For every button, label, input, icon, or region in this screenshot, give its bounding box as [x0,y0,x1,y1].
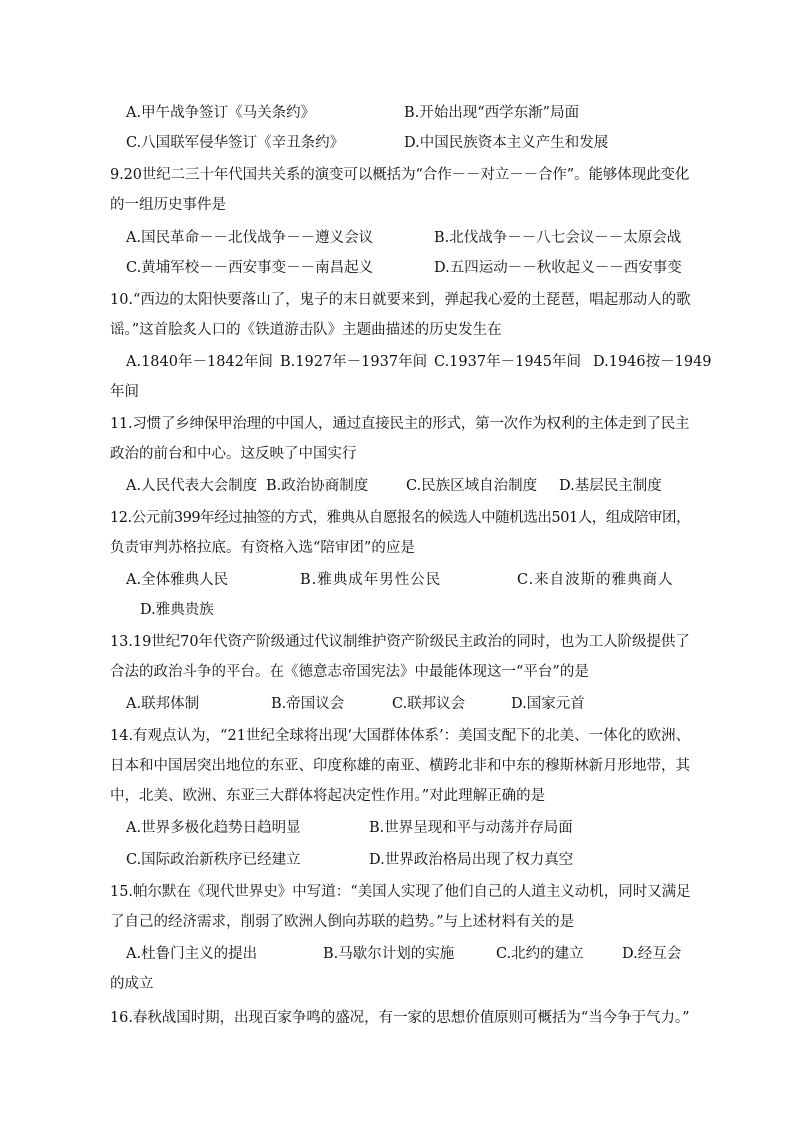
q14-option-b: B.世界呈现和平与动荡并存局面 [369,820,573,836]
q11-option-a: A.人民代表大会制度 [126,478,258,494]
q11-stem-line-1: 11.习惯了乡绅保甲治理的中国人，通过直接民主的形式，第一次作为权利的主体走到了民主 [110,416,690,432]
q15-option-d: D.经互会 [622,946,682,962]
q9-option-d: D.五四运动－－秋收起义－－西安事变 [434,260,682,276]
q14-option-d: D.世界政治格局出现了权力真空 [369,852,574,868]
q14-stem-line-2: 日本和中国居突出地位的东亚、印度称雄的南亚、横跨北非和中东的穆斯林新月形地带，其 [110,758,690,774]
q14-option-a: A.世界多极化趋势日趋明显 [126,820,301,836]
q13-stem-line-2: 合法的政治斗争的平台。在《德意志帝国宪法》中最能体现这一“平台”的是 [110,664,589,680]
q13-stem-line-1: 13.19世纪70年代资产阶级通过代议制维护资产阶级民主政治的同时，也为工人阶级提供了 [110,634,690,650]
q13-option-b: B.帝国议会 [271,696,345,712]
q15-option-d-continued: 的成立 [110,976,154,992]
q13-option-c: C.联邦议会 [392,696,466,712]
q8-option-c: C.八国联军侵华签订《辛丑条约》 [126,135,345,151]
q13-option-a: A.联邦体制 [126,696,200,712]
q14-stem-line-3: 中，北美、欧洲、东亚三大群体将起决定性作用。”对此理解正确的是 [110,788,546,804]
q11-option-c: C.民族区域自治制度 [406,478,538,494]
q10-option-d-continued: 年间 [110,384,139,400]
q9-stem-line-1: 9.20世纪二三十年代国共关系的演变可以概括为“合作－－对立－－合作”。能够体现此变化 [110,167,690,183]
q12-option-a: A.全体雅典人民 [126,572,229,588]
q10-option-d: D.1946按－1949 [593,354,712,370]
q10-option-b: B.1927年－1937年间 [280,354,428,370]
q14-stem-line-1: 14.有观点认为，“21世纪全球将出现‘大国群体体系’：美国支配下的北美、一体化的欧洲、 [110,728,691,744]
q9-stem-line-2: 的一组历史事件是 [110,197,226,213]
q12-option-b: B.雅典成年男性公民 [300,572,442,588]
q13-option-d: D.国家元首 [511,696,585,712]
q10-option-c: C.1937年－1945年间 [434,354,581,370]
q16-stem-line-1: 16.春秋战国时期，出现百家争鸣的盛况，有一家的思想价值原则可概括为“当今争于气力。” [110,1010,690,1026]
q15-option-b: B.马歇尔计划的实施 [323,946,455,962]
q9-option-a: A.国民革命－－北伐战争－－遵义会议 [126,230,374,246]
q12-stem-line-1: 12.公元前399年经过抽签的方式，雅典从自愿报名的候选人中随机选出501人，组成陪审团， [110,510,691,526]
q8-option-b: B.开始出现“西学东渐”局面 [404,105,580,121]
q8-option-d: D.中国民族资本主义产生和发展 [404,135,609,151]
q15-option-a: A.杜鲁门主义的提出 [126,946,258,962]
q11-option-d: D.基层民主制度 [559,478,662,494]
q15-option-c: C.北约的建立 [496,946,584,962]
q12-option-c: C.来自波斯的雅典商人 [517,572,674,588]
q8-option-a: A.甲午战争签订《马关条约》 [126,105,316,121]
q9-option-b: B.北伐战争－－八七会议－－太原会战 [434,230,682,246]
q15-stem-line-1: 15.帕尔默在《现代世界史》中写道：“美国人实现了他们自己的人道主义动机，同时又满足 [110,884,691,900]
q11-option-b: B.政治协商制度 [266,478,369,494]
q11-stem-line-2: 政治的前台和中心。这反映了中国实行 [110,446,357,462]
q12-option-d: D.雅典贵族 [140,602,214,618]
q15-stem-line-2: 了自己的经济需求，削弱了欧洲人倒向苏联的趋势。”与上述材料有关的是 [110,914,575,930]
q14-option-c: C.国际政治新秩序已经建立 [126,852,301,868]
q9-option-c: C.黄埔军校－－西安事变－－南昌起义 [126,260,374,276]
q10-stem-line-1: 10.“西边的太阳快要落山了，鬼子的末日就要来到，弹起我心爱的土琵琶，唱起那动人的歌 [110,292,691,308]
q10-option-a: A.1840年－1842年间 [126,354,273,370]
q10-stem-line-2: 谣。”这首脍炙人口的《铁道游击队》主题曲描述的历史发生在 [110,322,502,338]
q12-stem-line-2: 负责审判苏格拉底。有资格入选“陪审团”的应是 [110,540,415,556]
